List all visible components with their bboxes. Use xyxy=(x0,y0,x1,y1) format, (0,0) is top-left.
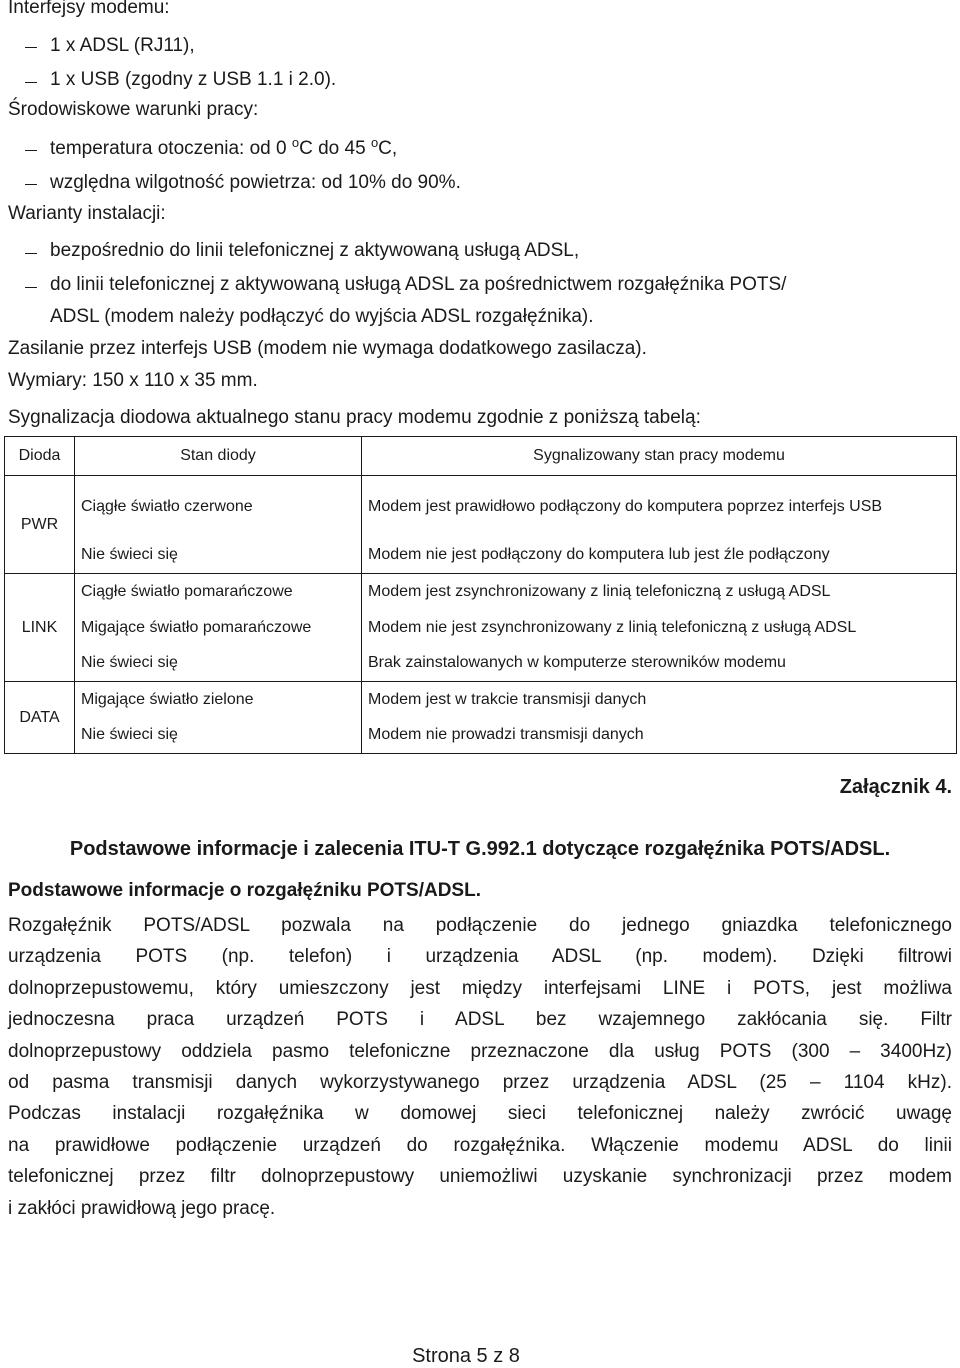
annex-subtitle: Podstawowe informacje o rozgałęźniku POTS/ADSL. xyxy=(8,880,481,901)
modem-state-cell: Modem nie jest podłączony do komputera lub jest źle podłączony xyxy=(362,538,957,574)
signal-intro: Sygnalizacja diodowa aktualnego stanu pracy modemu zgodnie z poniższą tabelą: xyxy=(8,407,701,428)
paragraph-line: i zakłóci prawidłową jego pracę. xyxy=(8,1197,276,1219)
installation-heading: Warianty instalacji: xyxy=(8,203,166,224)
paragraph-line: urządzenia POTS (np. telefon) i urządzenia ADSL (np. modem). Dzięki filtrowi xyxy=(8,946,952,968)
installation-item-splitter-cont: ADSL (modem należy podłączyć do wyjścia ADSL rozgałęźnika). xyxy=(50,306,594,327)
power-info: Zasilanie przez interfejs USB (modem nie wymaga dodatkowego zasilacza). xyxy=(8,338,647,359)
table-row xyxy=(5,476,957,538)
dash-bullet xyxy=(25,287,37,288)
dash-bullet xyxy=(25,82,37,83)
dimensions-info: Wymiary: 150 x 110 x 35 mm. xyxy=(8,370,258,391)
interface-item-adsl: 1 x ADSL (RJ11), xyxy=(50,35,195,56)
led-state-cell: Ciągłe światło czerwone xyxy=(75,476,362,538)
table-row xyxy=(5,682,957,718)
led-state-cell: Migające światło zielone xyxy=(75,682,362,718)
table-row xyxy=(5,610,957,646)
modem-state-cell: Modem jest w trakcie transmisji danych xyxy=(362,682,957,718)
header-led-state: Stan diody xyxy=(75,437,362,476)
installation-item-direct: bezpośrednio do linii telefonicznej z aktywowaną usługą ADSL, xyxy=(50,240,580,261)
led-state-cell: Ciągłe światło pomarańczowe xyxy=(75,574,362,610)
modem-state-cell: Modem nie jest zsynchronizowany z linią telefoniczną z usługą ADSL xyxy=(362,610,957,646)
paragraph-line: telefonicznej przez filtr dolnoprzepustowy uniemożliwi uzyskanie synchronizacji przez modem xyxy=(8,1166,952,1188)
table-header-row xyxy=(5,437,957,476)
modem-state-cell: Brak zainstalowanych w komputerze sterowników modemu xyxy=(362,646,957,682)
led-name-data: DATA xyxy=(5,682,75,754)
paragraph-line: dolnoprzepustowy oddziela pasmo telefoniczne przeznaczone dla usług POTS (300 – 3400Hz) xyxy=(8,1040,952,1062)
annex-label: Załącznik 4. xyxy=(839,776,952,798)
installation-item-splitter: do linii telefonicznej z aktywowaną usługą ADSL za pośrednictwem rozgałęźnika POTS/ xyxy=(50,274,787,295)
led-status-table xyxy=(4,436,957,754)
led-state-cell: Nie świeci się xyxy=(75,538,362,574)
paragraph-line: Rozgałęźnik POTS/ADSL pozwala na podłączenie do jednego gniazdka telefonicznego xyxy=(8,915,952,936)
table-row xyxy=(5,718,957,754)
paragraph-line: Podczas instalacji rozgałęźnika w domowej sieci telefonicznej należy zwrócić uwagę xyxy=(8,1103,952,1125)
modem-state-cell: Modem jest prawidłowo podłączony do komputera poprzez interfejs USB xyxy=(362,476,957,538)
environment-heading: Środowiskowe warunki pracy: xyxy=(8,99,259,120)
annex-title: Podstawowe informacje i zalecenia ITU-T G.992.1 dotyczące rozgałęźnika POTS/ADSL. xyxy=(69,838,891,860)
dash-bullet xyxy=(25,253,37,254)
paragraph-line: dolnoprzepustowemu, który umieszczony jest między interfejsami LINE i POTS, jest możliwa xyxy=(8,977,952,999)
led-name-link: LINK xyxy=(5,574,75,682)
annex-paragraph xyxy=(8,910,952,1224)
led-state-cell: Nie świeci się xyxy=(75,646,362,682)
modem-state-cell: Modem nie prowadzi transmisji danych xyxy=(362,718,957,754)
paragraph-line: jednoczesna praca urządzeń POTS i ADSL bez wzajemnego zakłócania się. Filtr xyxy=(8,1009,952,1031)
led-state-cell: Nie świeci się xyxy=(75,718,362,754)
environment-temperature: temperatura otoczenia: od 0 $^o$C do 45 $^o$C, xyxy=(50,135,398,159)
header-modem-state: Sygnalizowany stan pracy modemu xyxy=(362,437,957,476)
led-name-pwr: PWR xyxy=(5,476,75,574)
dash-bullet xyxy=(25,47,37,48)
interface-item-usb: 1 x USB (zgodny z USB 1.1 i 2.0). xyxy=(50,69,337,90)
dash-bullet xyxy=(25,150,37,151)
paragraph-line: od pasma transmisji danych wykorzystywanego przez urządzenia ADSL (25 – 1104 kHz). xyxy=(8,1071,952,1093)
led-state-cell: Migające światło pomarańczowe xyxy=(75,610,362,646)
dash-bullet xyxy=(25,184,37,185)
paragraph-line: na prawidłowe podłączenie urządzeń do rozgałęźnika. Włączenie modemu ADSL do linii xyxy=(8,1134,952,1156)
page-number: Strona 5 z 8 xyxy=(412,1345,520,1367)
modem-state-cell: Modem jest zsynchronizowany z linią telefoniczną z usługą ADSL xyxy=(362,574,957,610)
table-row xyxy=(5,574,957,610)
table-row xyxy=(5,538,957,574)
header-led: Dioda xyxy=(5,437,75,476)
interfaces-heading: Interfejsy modemu: xyxy=(8,0,170,18)
table-row xyxy=(5,646,957,682)
environment-humidity: względna wilgotność powietrza: od 10% do 90%. xyxy=(50,172,461,193)
